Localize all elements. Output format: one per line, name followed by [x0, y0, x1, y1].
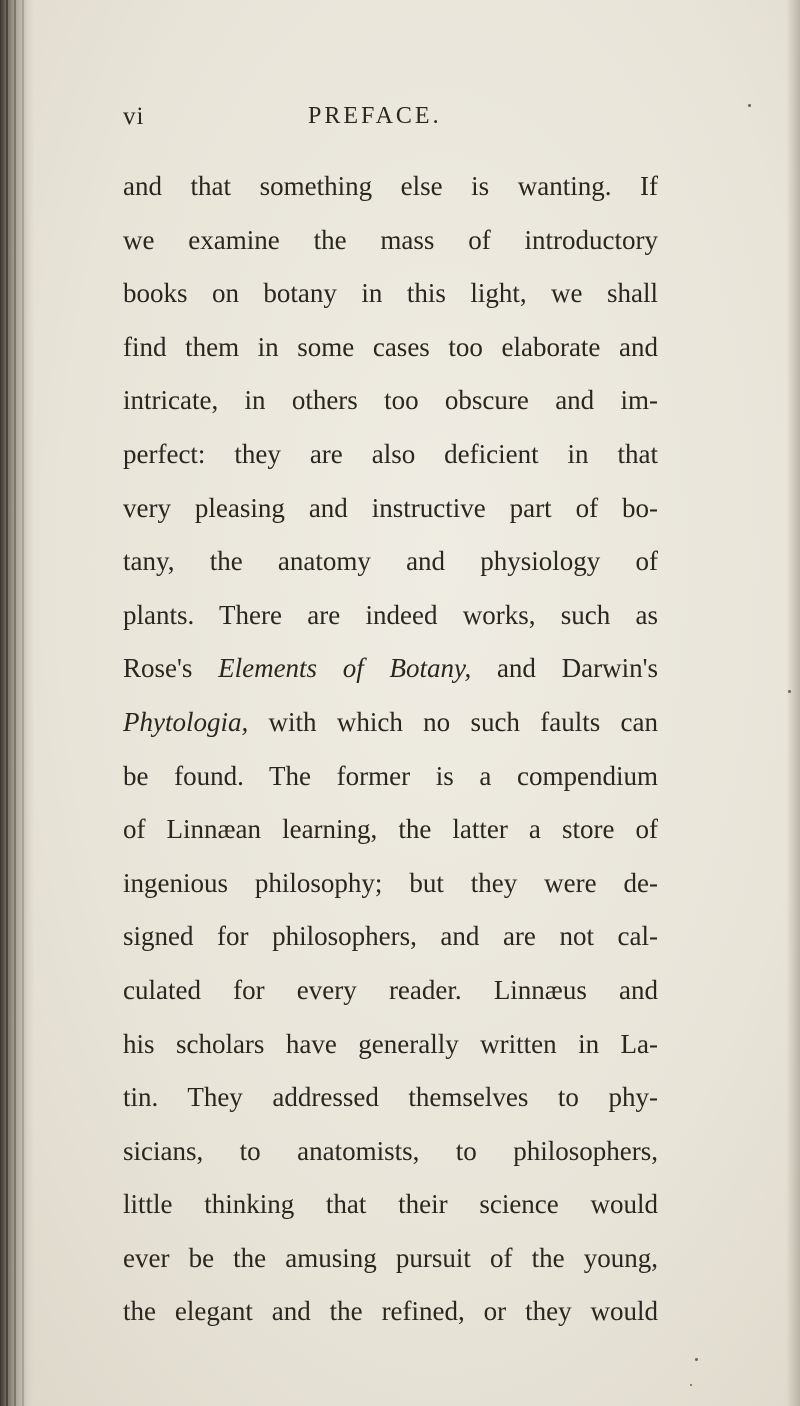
text-line: signed for philosophers, and are not cal- — [123, 921, 658, 952]
text-line: very pleasing and instructive part of bo- — [123, 492, 658, 523]
text-line: and that something else is wanting. If — [123, 171, 658, 201]
text-line — [123, 696, 658, 750]
text-line — [123, 642, 658, 696]
text-line: his scholars have generally written in La- — [123, 1028, 658, 1059]
text-line: books on botany in this light, we shall — [123, 278, 658, 309]
text-line: of Linnæan learning, the latter a store of — [123, 814, 658, 845]
text-line: tin. They addressed themselves to phy- — [123, 1082, 658, 1113]
text-line: plants. There are indeed works, such as — [123, 599, 658, 630]
text-segment: Rose's — [123, 653, 219, 684]
text-line: find them in some cases too elaborate and — [123, 331, 658, 362]
text-line: little thinking that their science would — [123, 1189, 658, 1220]
text-line: ever be the amusing pursuit of the young, — [123, 1242, 658, 1273]
body-text — [123, 160, 658, 1339]
text-segment: with which no such faults can — [248, 706, 658, 737]
binding-edge-line — [6, 0, 8, 1406]
italic-title: Elements of Botany, — [218, 653, 472, 684]
binding-edge-line — [22, 0, 24, 1406]
text-line: ingenious philosophy; but they were de- — [123, 867, 658, 898]
text-line: intricate, in others too obscure and im- — [123, 385, 658, 416]
page-right-edge — [786, 0, 800, 1406]
text-segment: and Darwin's — [471, 653, 658, 684]
text-line: culated for every reader. Linnæus and — [123, 974, 658, 1005]
page-header — [123, 103, 723, 133]
text-line: perfect: they are also deficient in that — [123, 438, 658, 469]
running-head: PREFACE. — [308, 103, 442, 129]
text-line: the elegant and the refined, or they would — [123, 1296, 658, 1327]
italic-title: Phytologia, — [123, 706, 249, 737]
text-line: we examine the mass of introductory — [123, 224, 658, 255]
text-line: be found. The former is a compendium — [123, 760, 658, 791]
binding-edge-line — [14, 0, 16, 1406]
text-line: sicians, to anatomists, to philosophers, — [123, 1135, 658, 1166]
text-line: tany, the anatomy and physiology of — [123, 546, 658, 577]
page-number: vi — [123, 103, 145, 130]
